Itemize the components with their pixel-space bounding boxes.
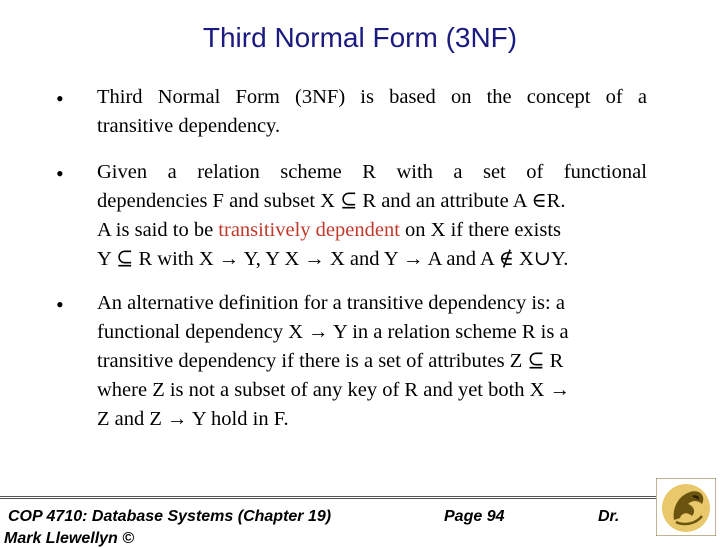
bullet-marker: • xyxy=(56,161,64,186)
word: a xyxy=(453,161,463,183)
word: (3NF) xyxy=(295,86,346,108)
line-3-prefix: A is said to be xyxy=(97,219,219,241)
word: is xyxy=(360,86,374,108)
line-3-suffix: on X if there exists xyxy=(399,219,562,241)
word: scheme xyxy=(280,161,342,183)
word: Given xyxy=(97,161,148,183)
word: set xyxy=(482,161,506,183)
bullet-2-text xyxy=(97,158,647,274)
slide-title: Third Normal Form (3NF) xyxy=(202,22,518,53)
footer-divider xyxy=(0,496,660,499)
word: with xyxy=(396,161,433,183)
word: a xyxy=(637,86,647,108)
word: functional xyxy=(563,161,647,183)
footer-course: COP 4710: Database Systems (Chapter 19) xyxy=(8,508,332,525)
bullet-3-line-4: where Z is not a subset of any key of R and yet both X → xyxy=(97,379,571,401)
bullet-3-line-3: transitive dependency if there is a set of attributes Z ⊆ R xyxy=(97,350,564,372)
word: concept xyxy=(526,86,591,108)
bullet-1-line-2: transitive dependency. xyxy=(97,115,281,137)
word: of xyxy=(526,161,544,183)
highlighted-term: transitively dependent xyxy=(218,219,400,241)
word: relation xyxy=(197,161,260,183)
footer-author: Dr. xyxy=(598,508,620,525)
word: on xyxy=(450,86,472,108)
bullet-3-text xyxy=(97,289,647,434)
word: a xyxy=(167,161,177,183)
word: Form xyxy=(235,86,280,108)
word: of xyxy=(605,86,623,108)
bullet-1-line-1 xyxy=(97,83,647,112)
word: Normal xyxy=(157,86,221,108)
bullet-3-line-2: functional dependency X → Y in a relation scheme R is a xyxy=(97,321,569,343)
bullet-3-line-5: Z and Z → Y hold in F. xyxy=(97,408,289,430)
bullet-2-line-4: Y ⊆ R with X → Y, Y X → X and Y → A and A ∉ X∪Y. xyxy=(97,248,569,270)
word: the xyxy=(486,86,512,108)
bullet-2-line-3 xyxy=(97,216,647,245)
bullet-1-text xyxy=(97,83,647,141)
footer-author-continued: Mark Llewellyn © xyxy=(4,530,135,547)
bullet-3-line-1: An alternative definition for a transitive dependency is: a xyxy=(97,292,565,314)
word: R xyxy=(362,161,376,183)
footer-page: Page 94 xyxy=(444,508,505,525)
word: based xyxy=(389,86,436,108)
bullet-2-line-1 xyxy=(97,158,647,187)
bullet-marker: • xyxy=(56,86,64,111)
word: Third xyxy=(97,86,143,108)
pegasus-logo-icon xyxy=(656,478,716,536)
bullet-2-line-2: dependencies F and subset X ⊆ R and an attribute A ∈R. xyxy=(97,190,566,212)
bullet-marker: • xyxy=(56,292,64,317)
